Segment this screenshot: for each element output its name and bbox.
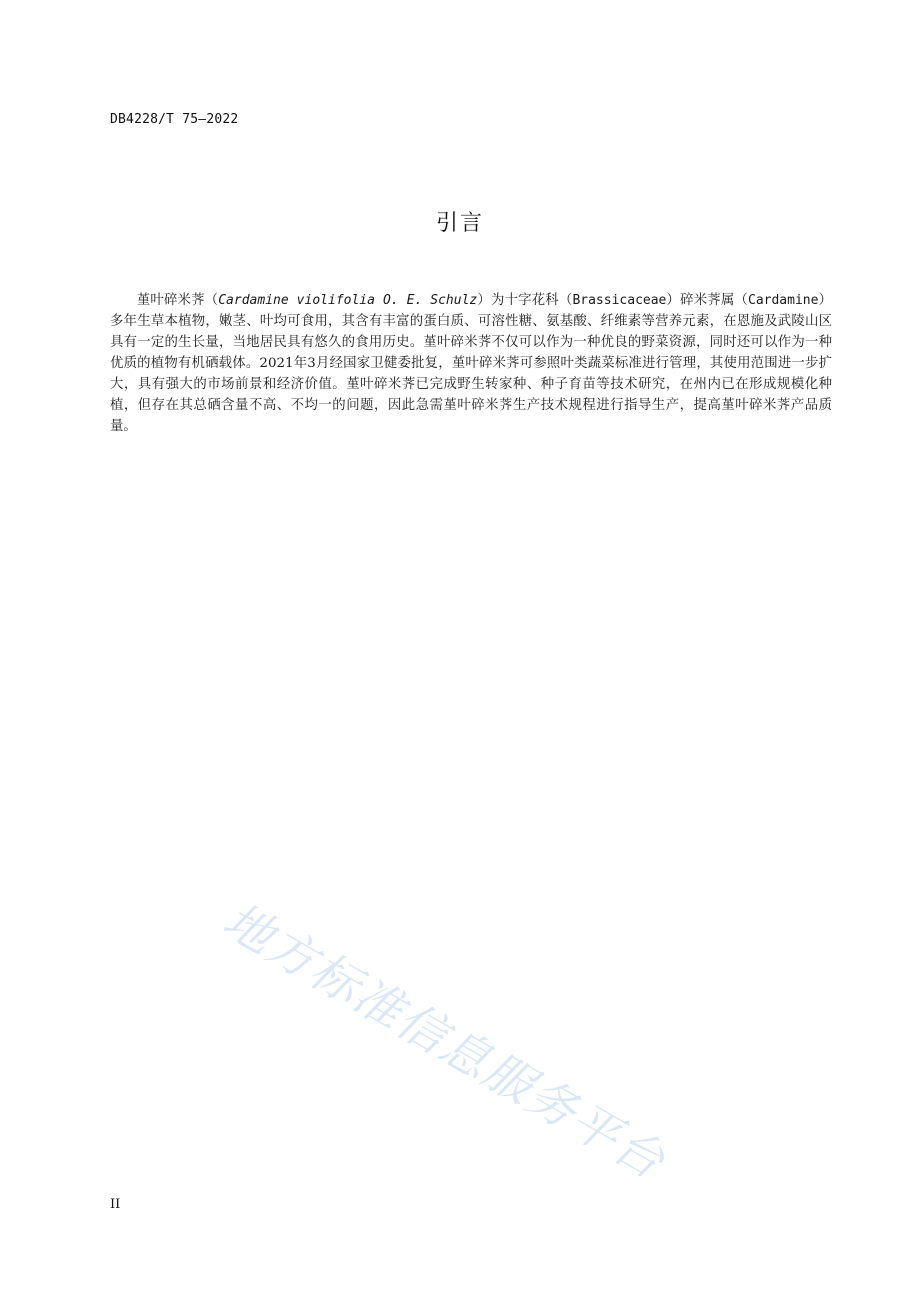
section-title: 引言: [435, 211, 484, 236]
text-segment: ）为十字花科（: [477, 293, 573, 308]
text-segment: ）碎米荠属（: [666, 293, 748, 308]
text-segment: 堇叶碎米荠（: [136, 293, 219, 308]
family-name: Brassicaceae: [572, 293, 667, 308]
introduction-paragraph: [110, 290, 832, 437]
latin-species-name: Cardamine violifolia O. E. Schulz: [218, 293, 478, 308]
watermark: 地方标准信息服务平台: [213, 892, 675, 1191]
standard-code: DB4228/T 75—2022: [110, 112, 239, 127]
genus-name: Cardamine: [748, 293, 819, 308]
text-segment: ）多年生草本植物，嫩茎、叶均可食用，其含有丰富的蛋白质、可溶性糖、氨基酸、纤维素等营养元素，在恩施及武陵山区具有一定的生长量，当地居民具有悠久的食用历史。堇叶碎米荠不仅可以作为一种优良的野菜资源，同时还可以作为一种优质的植物有机硒载体。2021年3月经国家卫健委批复，堇叶碎米荠可参照叶类蔬菜标准进行管理，其使用范围进一步扩大，具有强大的市场前景和经济价值。堇叶碎米荠已完成野生转家种、种子育苗等技术研究，在州内已在形成规模化种植，但存在其总硒含量不高、不均一的问题，因此急需堇叶碎米荠生产技术规程进行指导生产，提高堇叶碎米荠产品质量。: [110, 293, 833, 434]
page-number: II: [110, 1197, 121, 1212]
